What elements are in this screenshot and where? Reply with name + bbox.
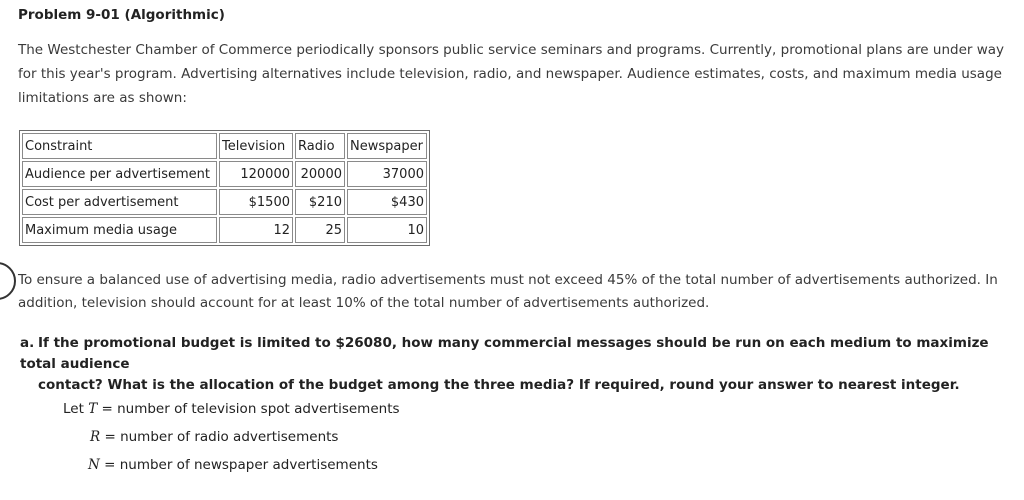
table-row bbox=[22, 189, 427, 215]
table-header-cell: Newspaper bbox=[347, 133, 427, 159]
question-text-line: contact? What is the allocation of the budget among the three media? If required, round your answer to nearest integer. bbox=[38, 377, 960, 393]
media-table bbox=[19, 130, 430, 246]
table-cell: $1500 bbox=[219, 189, 293, 215]
table-cell: 10 bbox=[347, 217, 427, 243]
constraints-line: To ensure a balanced use of advertising media, radio advertisements must not exceed 45% of the total number of advertisements authorized. In bbox=[18, 272, 998, 288]
intro-line: limitations are as shown: bbox=[18, 90, 187, 106]
question-a bbox=[20, 333, 1000, 396]
constraints-line: addition, television should account for at least 10% of the total number of advertisements authorized. bbox=[18, 295, 710, 311]
definition-television bbox=[63, 401, 400, 417]
table-header-row bbox=[22, 133, 427, 159]
table-cell: 120000 bbox=[219, 161, 293, 187]
table-row bbox=[22, 161, 427, 187]
table-row bbox=[22, 217, 427, 243]
table-header-cell: Television bbox=[219, 133, 293, 159]
definition-radio bbox=[90, 429, 338, 445]
question-text-line: If the promotional budget is limited to $26080, how many commercial messages should be run on each medium to maximize total audience bbox=[20, 335, 989, 372]
problem-title: Problem 9-01 (Algorithmic) bbox=[18, 7, 225, 23]
variable-symbol: T bbox=[88, 401, 98, 417]
definition-text: = number of newspaper advertisements bbox=[99, 457, 378, 473]
table-cell: Maximum media usage bbox=[22, 217, 217, 243]
intro-paragraph bbox=[18, 38, 1008, 110]
table-cell: 20000 bbox=[295, 161, 345, 187]
table-cell: 25 bbox=[295, 217, 345, 243]
table-header-cell: Constraint bbox=[22, 133, 217, 159]
table-cell: $210 bbox=[295, 189, 345, 215]
table-cell: 37000 bbox=[347, 161, 427, 187]
definition-text: = number of television spot advertisements bbox=[97, 401, 400, 417]
margin-circle-marker bbox=[0, 262, 16, 300]
definition-newspaper bbox=[88, 457, 378, 473]
table-cell: Audience per advertisement bbox=[22, 161, 217, 187]
constraints-paragraph bbox=[18, 269, 1013, 315]
table-header-cell: Radio bbox=[295, 133, 345, 159]
definition-text: = number of radio advertisements bbox=[100, 429, 339, 445]
definition-prefix: Let bbox=[63, 401, 89, 417]
variable-symbol: R bbox=[90, 429, 101, 445]
table-cell: $430 bbox=[347, 189, 427, 215]
question-label: a. bbox=[20, 335, 35, 351]
table-cell: Cost per advertisement bbox=[22, 189, 217, 215]
table-cell: 12 bbox=[219, 217, 293, 243]
intro-line: The Westchester Chamber of Commerce periodically sponsors public service seminars and programs. Currently, promotional plans are under way bbox=[18, 42, 1005, 58]
intro-line: for this year's program. Advertising alternatives include television, radio, and newspaper. Audience estimates, costs, and maximum media usage bbox=[18, 66, 1002, 82]
variable-symbol: N bbox=[88, 457, 100, 473]
